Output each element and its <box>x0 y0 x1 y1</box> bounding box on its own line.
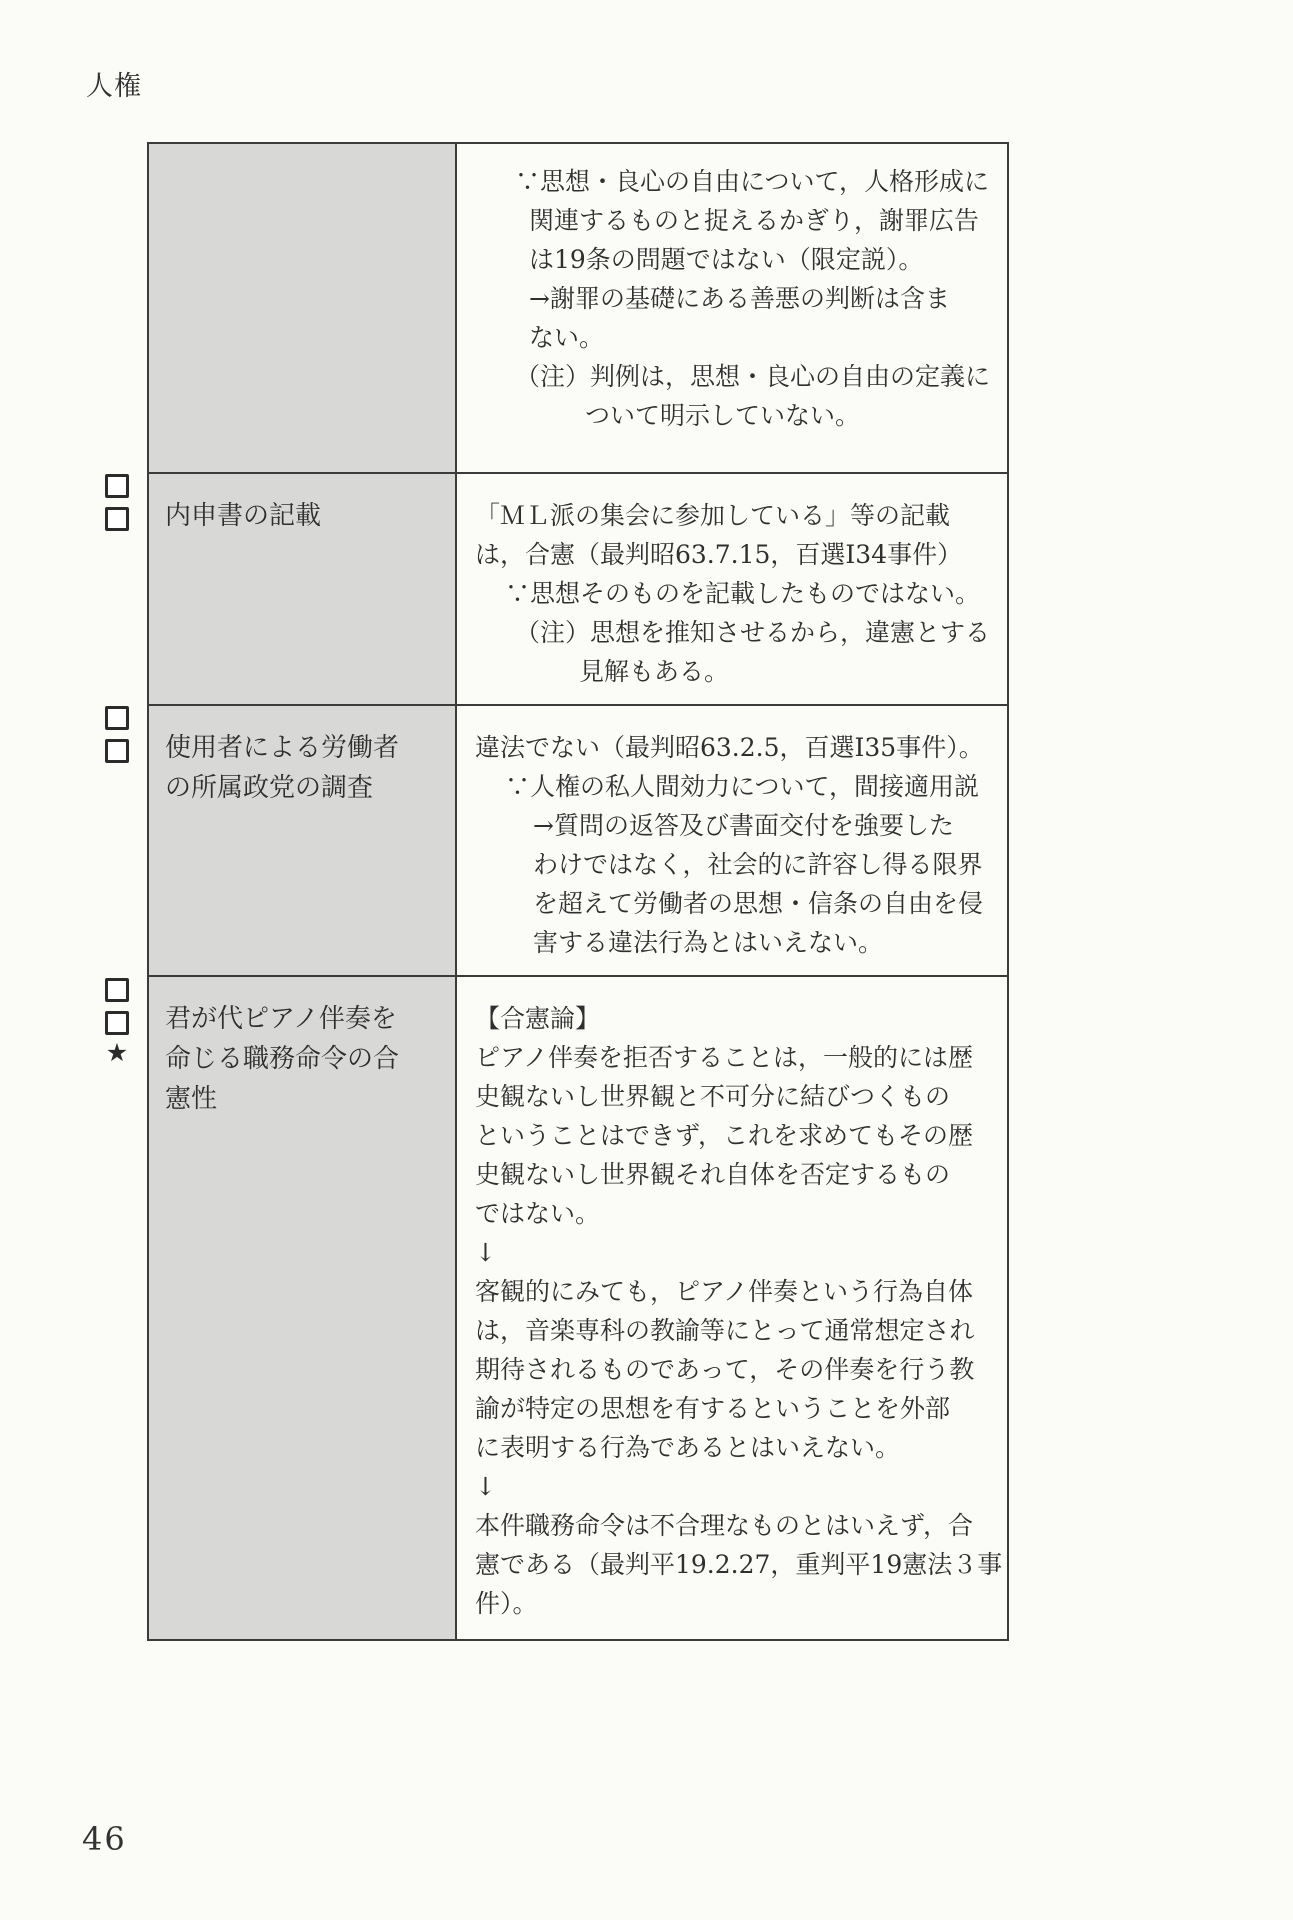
text-line: （注）思想を推知させるから，違憲とする <box>515 618 991 647</box>
topic-cell <box>148 976 456 1640</box>
topic-cell <box>148 143 456 473</box>
text-line: 史観ないし世界観と不可分に結びつくもの <box>475 1082 951 1111</box>
row-3-markers <box>102 706 132 772</box>
text-line: 「ＭＬ派の集会に参加している」等の記載 <box>475 501 951 530</box>
topic-cell <box>148 473 456 705</box>
text-line: 期待されるものであって，その伴奏を行う教 <box>475 1355 975 1384</box>
description-cell <box>456 705 1008 976</box>
table-row <box>148 705 1008 976</box>
text-line: わけではなく，社会的に許容し得る限界 <box>533 850 983 879</box>
down-arrow: ↓ <box>475 1238 496 1267</box>
topic-label: の所属政党の調査 <box>165 773 374 803</box>
text-line: ついて明示していない。 <box>585 401 861 430</box>
text-line: ということはできず，これを求めてもその歴 <box>475 1121 974 1150</box>
checkbox[interactable] <box>105 1011 129 1035</box>
text-line: ∵思想・良心の自由について，人格形成に <box>515 167 990 196</box>
table-row <box>148 143 1008 473</box>
description-cell <box>456 143 1008 473</box>
table-row <box>148 473 1008 705</box>
text-line: は19条の問題ではない（限定説）。 <box>529 245 924 274</box>
text-line: 関連するものと捉えるかぎり，謝罪広告 <box>529 206 980 235</box>
row-4-markers <box>102 978 132 1066</box>
page-number: 46 <box>82 1820 127 1858</box>
text-line: 本件職務命令は不合理なものとはいえず，合 <box>475 1511 974 1540</box>
topic-cell <box>148 705 456 976</box>
text-line: 客観的にみても，ピアノ伴奏という行為自体 <box>475 1277 974 1306</box>
checkbox[interactable] <box>105 706 129 730</box>
issue-table <box>147 142 1009 1641</box>
text-line: 諭が特定の思想を有するということを外部 <box>475 1394 951 1423</box>
text-line: 見解もある。 <box>579 657 730 686</box>
checkbox[interactable] <box>105 978 129 1002</box>
text-line: 憲である（最判平19.2.27，重判平19憲法３事 <box>475 1550 1003 1579</box>
text-line: ∵人権の私人間効力について，間接適用説 <box>505 772 980 801</box>
table-row <box>148 976 1008 1640</box>
text-line: 件）。 <box>475 1589 538 1618</box>
star-icon: ★ <box>105 1038 129 1067</box>
checkbox[interactable] <box>105 739 129 763</box>
row-2-markers <box>102 474 132 540</box>
down-arrow: ↓ <box>475 1472 496 1501</box>
text-line: は，合憲（最判昭63.7.15，百選Ⅰ34事件） <box>475 540 963 569</box>
text-line: は，音楽専科の教諭等にとって通常想定され <box>475 1316 975 1345</box>
checkbox[interactable] <box>105 474 129 498</box>
text-line: （注）判例は，思想・良心の自由の定義に <box>515 362 991 391</box>
text-line: に表明する行為であるとはいえない。 <box>475 1433 901 1462</box>
text-line: 史観ないし世界観それ自体を否定するもの <box>475 1160 951 1189</box>
text-line: →質問の返答及び書面交付を強要した <box>533 811 954 840</box>
text-line: ない。 <box>529 323 605 352</box>
running-header: 人権 <box>86 71 142 102</box>
topic-label: 使用者による労働者 <box>165 733 400 763</box>
text-line: →謝罪の基礎にある善悪の判断は含ま <box>529 284 950 313</box>
text-line: 違法でない（最判昭63.2.5，百選Ⅰ35事件）。 <box>475 733 984 762</box>
topic-label: 君が代ピアノ伴奏を <box>165 1004 397 1034</box>
text-line: 害する違法行為とはいえない。 <box>533 928 884 957</box>
checkbox[interactable] <box>105 507 129 531</box>
text-line: ∵思想そのものを記載したものではない。 <box>505 579 981 608</box>
topic-label: 内申書の記載 <box>165 501 322 531</box>
description-cell <box>456 473 1008 705</box>
text-line: ではない。 <box>475 1199 601 1228</box>
text-line: を超えて労働者の思想・信条の自由を侵 <box>533 889 984 918</box>
text-line: ピアノ伴奏を拒否することは，一般的には歴 <box>475 1043 974 1072</box>
description-cell <box>456 976 1008 1640</box>
text-line: 【合憲論】 <box>475 1004 601 1033</box>
topic-label: 憲性 <box>165 1084 218 1114</box>
topic-label: 命じる職務命令の合 <box>165 1044 400 1074</box>
